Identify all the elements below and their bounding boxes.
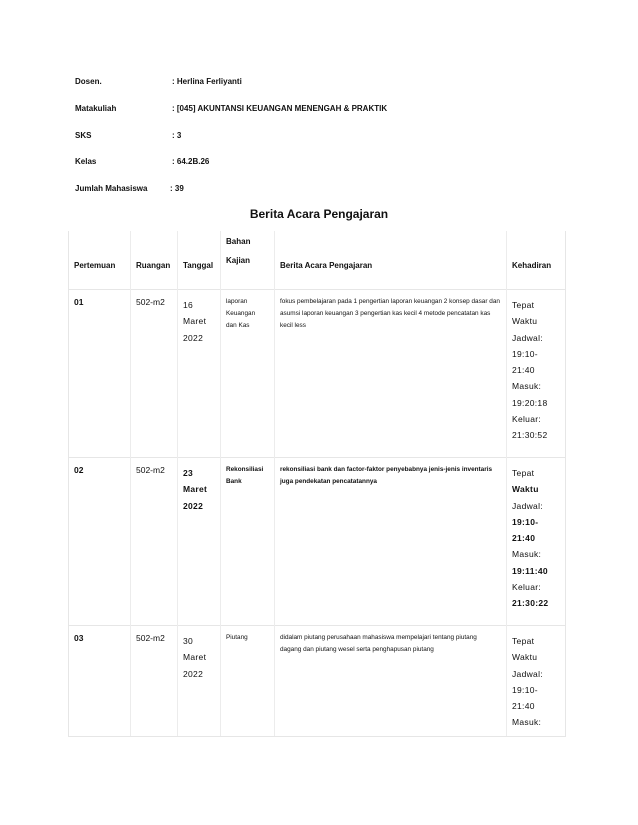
berita-acara-value: rekonsiliasi bank dan factor-faktor penyebabnya jenis-jenis inventaris juga pendekatan pencatatannya: [280, 466, 493, 485]
meta-value: : Herlina Ferliyanti: [172, 77, 242, 86]
cell-berita-acara: [275, 625, 507, 736]
cell-bahan-kajian: [221, 289, 275, 457]
cell-ruangan: [131, 457, 178, 625]
kehadiran-line: Masuk:: [512, 381, 542, 392]
header-cell: [131, 231, 178, 289]
kehadiran-line: 21:40: [512, 365, 535, 376]
kehadiran-line: 21:40: [512, 533, 536, 544]
cell-bahan-kajian: [221, 457, 275, 625]
kehadiran-line: 21:30:52: [512, 430, 548, 441]
cell-tanggal: [178, 625, 221, 736]
meta-label: Jumlah Mahasiswa: [75, 184, 148, 193]
header-tanggal: Tanggal: [183, 261, 214, 270]
kehadiran-line: Masuk:: [512, 717, 542, 728]
bahan-kajian-value: Piutang: [226, 634, 248, 641]
bahan-kajian-value: Rekonsiliasi Bank: [226, 466, 264, 485]
bahan-kajian-value: laporan Keuangan dan Kas: [226, 298, 256, 329]
kehadiran-line: Waktu: [512, 484, 539, 495]
header-cell: [69, 231, 131, 289]
tanggal-value: 16 Maret 2022: [183, 300, 207, 343]
kehadiran-line: 19:11:40: [512, 565, 548, 576]
kehadiran-line: Waktu: [512, 652, 538, 663]
berita-acara-value: fokus pembelajaran pada 1 pengertian laporan keuangan 2 konsep dasar dan asumsi laporan keuangan 3 pengertian kas kecil 4 metode pencatatan kas kecil less: [280, 298, 500, 329]
header-berita-acara: Berita Acara Pengajaran: [280, 261, 373, 270]
kehadiran-line: Jadwal:: [512, 332, 543, 343]
pertemuan-value: 01: [74, 297, 84, 307]
kehadiran-line: Waktu: [512, 316, 538, 327]
tanggal-value: 30 Maret 2022: [183, 636, 207, 679]
kehadiran-line: Tepat: [512, 468, 535, 478]
header-cell: [507, 231, 565, 289]
kehadiran-line: Jadwal:: [512, 500, 543, 511]
meta-label: Kelas: [75, 157, 97, 166]
header-bahan-kajian: Bahan Kajian: [226, 237, 251, 265]
cell-ruangan: [131, 289, 178, 457]
header-cell: [178, 231, 221, 289]
table-row: [69, 457, 565, 626]
kehadiran-line: Tepat: [512, 300, 535, 310]
cell-tanggal: [178, 457, 221, 625]
kehadiran-list: [512, 633, 543, 731]
table-header-row: [69, 231, 565, 290]
page-title: Berita Acara Pengajaran: [249, 207, 389, 221]
cell-pertemuan: [69, 289, 131, 457]
cell-kehadiran: [507, 457, 565, 625]
cell-kehadiran: [507, 289, 565, 457]
kehadiran-line: Masuk:: [512, 549, 542, 560]
cell-berita-acara: [275, 289, 507, 457]
meta-value: : [045] AKUNTANSI KEUANGAN MENENGAH & PRAKTIK: [172, 104, 388, 113]
meta-value: : 39: [170, 184, 184, 193]
header-ruangan: Ruangan: [136, 261, 171, 270]
cell-pertemuan: [69, 457, 131, 625]
ruangan-value: 502-m2: [136, 633, 165, 643]
kehadiran-line: 21:30:22: [512, 598, 549, 609]
kehadiran-list: [512, 297, 548, 444]
ruangan-value: 502-m2: [136, 465, 165, 475]
kehadiran-list: [512, 465, 548, 612]
meta-value: : 64.2B.26: [172, 157, 210, 166]
tanggal-value: 23 Maret 2022: [183, 468, 208, 511]
kehadiran-line: 19:10-: [512, 516, 539, 527]
kehadiran-line: 19:10-: [512, 684, 538, 695]
header-cell: [275, 231, 507, 289]
header-kehadiran: Kehadiran: [512, 261, 552, 270]
berita-acara-value: didalam piutang perusahaan mahasiswa mempelajari tentang piutang dagang dan piutang wesel serta penghapusan piutang: [280, 634, 477, 653]
kehadiran-line: Keluar:: [512, 414, 542, 425]
table-row: [69, 625, 565, 736]
pertemuan-value: 03: [74, 633, 84, 643]
cell-pertemuan: [69, 625, 131, 736]
meta-label: Matakuliah: [75, 104, 117, 113]
kehadiran-line: Keluar:: [512, 582, 542, 593]
cell-berita-acara: [275, 457, 507, 625]
cell-ruangan: [131, 625, 178, 736]
meta-value: : 3: [172, 131, 182, 140]
table-row: [69, 289, 565, 458]
kehadiran-line: 19:10-: [512, 348, 538, 359]
pertemuan-value: 02: [74, 465, 84, 475]
kehadiran-line: Tepat: [512, 636, 535, 646]
meta-label: SKS: [75, 131, 92, 140]
ruangan-value: 502-m2: [136, 297, 165, 307]
berita-acara-table: [68, 231, 566, 737]
header-pertemuan: Pertemuan: [74, 261, 116, 270]
kehadiran-line: 21:40: [512, 701, 535, 712]
header-cell: [221, 231, 275, 289]
kehadiran-line: Jadwal:: [512, 668, 543, 679]
meta-label: Dosen.: [75, 77, 102, 86]
cell-kehadiran: [507, 625, 565, 736]
cell-bahan-kajian: [221, 625, 275, 736]
cell-tanggal: [178, 289, 221, 457]
kehadiran-line: 19:20:18: [512, 397, 548, 408]
